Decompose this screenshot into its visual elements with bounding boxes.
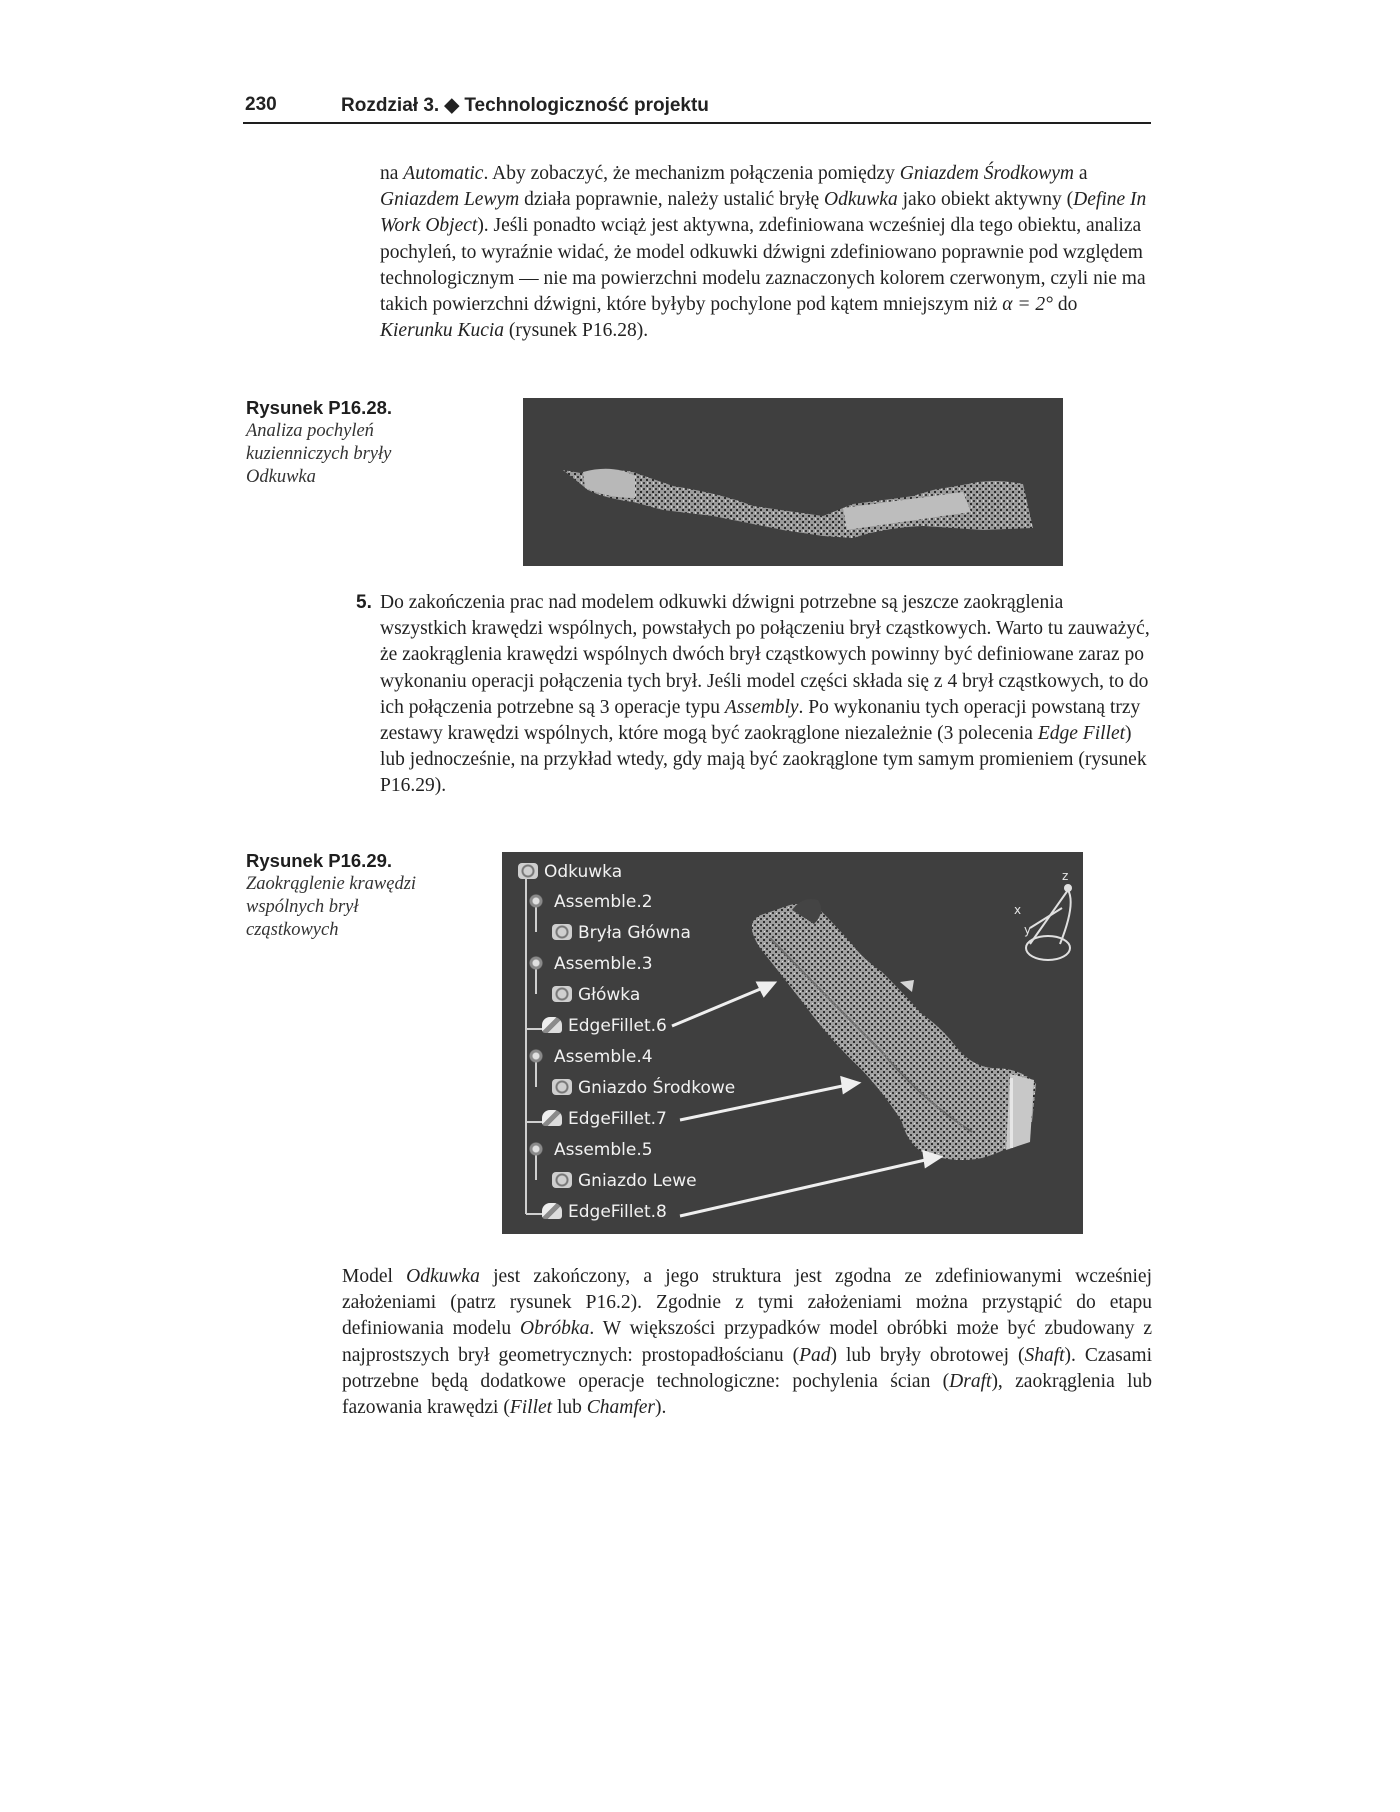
running-header [243,92,1151,124]
tree-node-gniazdo-srodkowe[interactable]: Gniazdo Środkowe [552,1078,735,1098]
figure-description: Analiza pochyleń kuzienniczych bryły Odkuwka [246,421,392,487]
specification-tree-image [502,852,1083,1234]
chapter-title: Rozdział 3. ◆ Technologiczność projektu [341,95,709,116]
tree-node-assemble-2[interactable]: Assemble.2 [528,892,653,912]
body-icon [552,1172,572,1188]
axis-y-label: y [1024,923,1032,937]
edge-fillet-icon [542,1017,562,1033]
paragraph-edge-fillet: Do zakończenia prac nad modelem odkuwki dźwigni potrzebne są jeszcze zaokrąglenia wszystkich krawędzi wspólnych, powstałych po połączeniu brył cząstkowych. Warto tu zauważyć, że zaokrąglenia krawędzi wspólnych dwóch brył cząstkowych powinny być definiowane zaraz po wykonaniu operacji połączenia tych brył. Jeśli model części składa się z 4 brył cząstkowych, to do ich połączenia potrzebne są 3 operacje typu Assembly. Po wykonaniu tych operacji powstaną trzy zestawy krawędzi wspólnych, które mogą być zaokrąglone niezależnie (3 polecenia Edge Fillet) lub jednocześnie, na przykład wtedy, gdy mają być zaokrąglone tym samym promieniem (rysunek P16.29). [380,592,1150,797]
figure-description: Zaokrąglenie krawędzi wspólnych brył cząstkowych [246,874,417,940]
tree-node-edgefillet-8[interactable]: EdgeFillet.8 [542,1202,667,1222]
figure-label: Rysunek P16.28. [246,397,393,418]
axis-z-label: z [1062,869,1069,883]
edge-fillet-icon [542,1110,562,1126]
body-icon [552,924,572,940]
tree-node-bryla-glowna[interactable]: Bryła Główna [552,923,691,943]
draft-analysis-image [523,398,1063,566]
tree-node-assemble-4[interactable]: Assemble.4 [528,1047,653,1067]
tree-node-edgefillet-7[interactable]: EdgeFillet.7 [542,1109,667,1129]
assemble-icon [528,1141,548,1157]
axis-x-label: x [1014,903,1022,917]
paragraph-model-complete: Model Odkuwka jest zakończony, a jego struktura jest zgodna ze zdefiniowanymi wcześniej założeniami (patrz rysunek P16.2). Zgodnie z tymi założeniami można przystąpić do etapu definiowania modelu Obróbka. W większości przypadków model obróbki może być zbudowany z najprostszych brył geometrycznych: prostopadłościanu (Pad) lub bryły obrotowej (Shaft). Czasami potrzebne będą dodatkowe operacje technologiczne: pochylenia ścian (Draft), zaokrąglenia lub fazowania krawędzi (Fillet lub Chamfer). [342,1266,1153,1419]
figure-label: Rysunek P16.29. [246,850,393,871]
page-number: 230 [245,94,277,115]
figure-caption-p16-28 [246,396,436,489]
tree-node-gniazdo-lewe[interactable]: Gniazdo Lewe [552,1171,697,1191]
tree-node-edgefillet-6[interactable]: EdgeFillet.6 [542,1016,667,1036]
tree-node-glowka[interactable]: Główka [552,985,640,1005]
body-icon [552,986,572,1002]
figure-caption-p16-29 [246,849,436,942]
assemble-icon [528,1048,548,1064]
part-icon [518,863,538,879]
edge-fillet-icon [542,1203,562,1219]
tree-node-assemble-5[interactable]: Assemble.5 [528,1140,653,1160]
tree-node-odkuwka[interactable]: Odkuwka [518,862,622,882]
step-number: 5. [356,592,372,613]
tree-node-assemble-3[interactable]: Assemble.3 [528,954,653,974]
body-icon [552,1079,572,1095]
assemble-icon [528,955,548,971]
paragraph-draft-analysis: na Automatic. Aby zobaczyć, że mechanizm połączenia pomiędzy Gniazdem Środkowym a Gniazdem Lewym działa poprawnie, należy ustalić bryłę Odkuwka jako obiekt aktywny (Define In Work Object). Jeśli ponadto wciąż jest aktywna, zdefiniowana wcześniej dla tego obiektu, analiza pochyleń, to wyraźnie widać, że model odkuwki dźwigni zdefiniowano poprawnie pod względem technologicznym — nie ma powierzchni modelu zaznaczonych kolorem czerwonym, czyli nie ma takich powierzchni dźwigni, które byłyby pochylone pod kątem mniejszym niż α = 2° do Kierunku Kucia (rysunek P16.28). [380,163,1147,342]
assemble-icon [528,893,548,909]
